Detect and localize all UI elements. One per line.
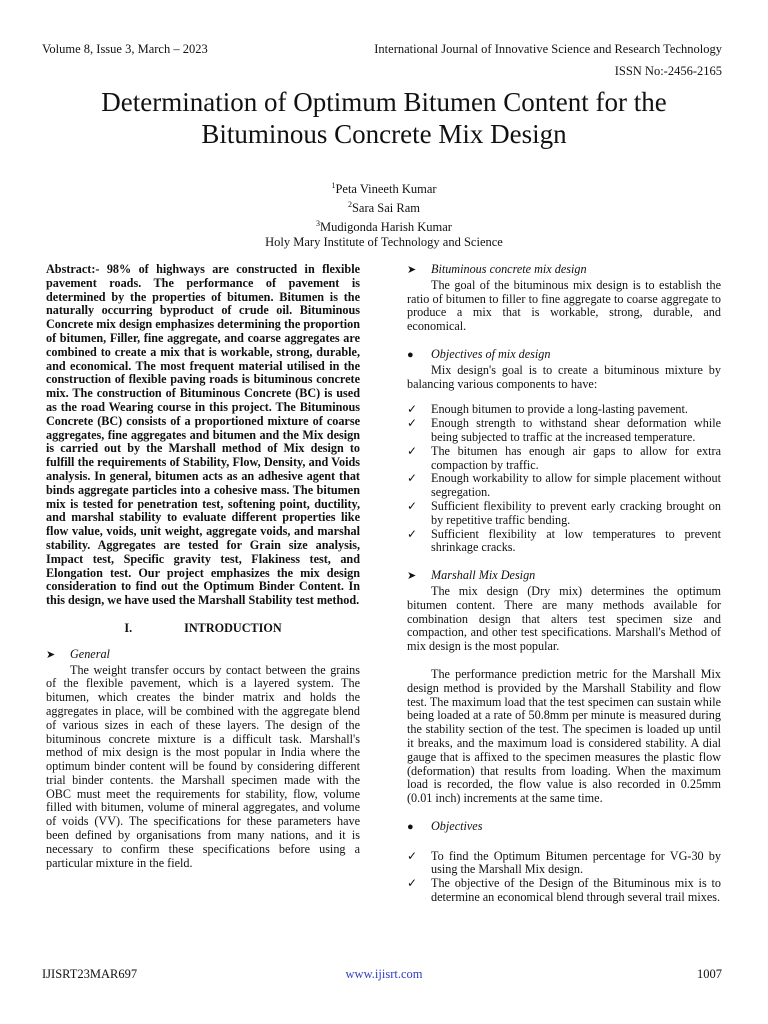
check-icon: ✓	[407, 498, 418, 513]
list-item	[407, 528, 721, 556]
affiliation: Holy Mary Institute of Technology and Science	[265, 235, 503, 250]
list-item	[407, 445, 721, 473]
subheading-objectives-of-mix-design	[407, 348, 721, 363]
marshall-paragraph-2: The performance prediction metric for the Marshall Mix design method is provided by the Marshall Stability and flow test. The maximum load that the test specimen can sustain while being loaded at a rate of 50.8mm per minute is measured during the stability section of the test. The specimen is loaded up until it breaks, and the maximum load is considered stability. A dial gauge that is affixed to the specimen measures the plastic flow (deformation) that results from loading. When the maximum load is recorded, the flow value is also recorded in 0.25mm (0.01 inch) increments at the same time.	[407, 666, 721, 806]
check-icon: ✓	[407, 443, 418, 458]
author-3	[0, 216, 768, 235]
list-item	[407, 850, 721, 878]
dot-bullet-icon: ●	[407, 348, 414, 361]
author-2-marker: 2	[347, 200, 352, 210]
list-item-text: To find the Optimum Bitumen percentage for VG-30 by using the Marshall Mix design.	[431, 848, 721, 877]
list-item	[407, 403, 721, 417]
check-icon: ✓	[407, 848, 418, 863]
list-item	[407, 472, 721, 500]
check-icon: ✓	[407, 876, 418, 891]
list-item-text: Enough workability to allow for simple placement without segregation.	[431, 471, 721, 500]
left-column	[46, 263, 360, 870]
list-item-text: Sufficient flexibility to prevent early cracking brought on by repetitive traffic bending.	[431, 498, 721, 527]
section-title: INTRODUCTION	[184, 620, 282, 635]
subheading-general	[46, 648, 360, 663]
bituminous-paragraph: The goal of the bituminous mix design is to establish the ratio of bitumen to filler to fine aggregate to coarse aggregate to produce a mix that is workable, strong, durable, and economical.	[407, 277, 721, 334]
right-column	[407, 263, 721, 905]
author-3-name: Mudigonda Harish Kumar	[320, 220, 452, 235]
subheading-bituminous-concrete	[407, 263, 721, 278]
arrow-bullet-icon: ➤	[46, 648, 56, 661]
journal-url-link[interactable]: www.ijisrt.com	[345, 967, 423, 981]
paper-title-line-2: Bituminous Concrete Mix Design	[201, 119, 567, 149]
arrow-bullet-icon: ➤	[407, 570, 417, 583]
objectives-paragraph: Mix design's goal is to create a bituminous mixture by balancing various components to have:	[407, 362, 721, 391]
subheading-marshall-mix-design	[407, 569, 721, 584]
subheading-objectives	[407, 820, 721, 835]
subheading-label: Marshall Mix Design	[431, 568, 536, 583]
section-heading-introduction	[46, 622, 360, 636]
check-icon: ✓	[407, 416, 418, 431]
journal-name: International Journal of Innovative Science and Research Technology	[374, 42, 722, 56]
list-item-text: The bitumen has enough air gaps to allow for extra compaction by traffic.	[431, 443, 721, 472]
list-item-text: Sufficient flexibility at low temperatures to prevent shrinkage cracks.	[431, 526, 721, 555]
author-1-name: Peta Vineeth Kumar	[335, 182, 437, 197]
marshall-paragraph-1: The mix design (Dry mix) determines the optimum bitumen content. There are many methods available for combination design that alters test specimen size and compaction, and other test specifications. Marshall's Method of mix design is the most popular.	[407, 583, 721, 654]
list-item	[407, 500, 721, 528]
author-1	[0, 178, 768, 197]
author-3-marker: 3	[316, 219, 321, 229]
list-item	[407, 417, 721, 445]
list-item	[407, 877, 721, 905]
check-icon: ✓	[407, 526, 418, 541]
subheading-label: General	[70, 646, 110, 661]
abstract: Abstract:- 98% of highways are constructed in flexible pavement roads. The performance of pavement is determined by the properties of bitumen. Bitumen is the naturally occurring byproduct of crude oil. Bituminous Concrete mix design emphasizes determining the proportion of bitumen, Filler, fine aggregate, and coarse aggregates are combined to create a mix that is workable, strong, durable, and economical. The most frequent material utilised in the construction of flexible paving roads is bituminous concrete mix. The construction of Bituminous Concrete (BC) is used as the road Wearing course in this project. The Bituminous Concrete (BC) consists of a proportioned mixture of coarse aggregates, fine aggregates and bitumen and the Mix design is carried out by the Marshall method of Mix design to fulfill the requirements of Stability, Flow, Density, and Voids analysis. In general, bitumen acts as an adhesive agent that binds aggregate particles into a cohesive mass. The bitumen mix is tested for penetration test, softening point, ductility, and marshal stability to evaluate different properties like flow value, voids, unit weight, aggregate voids, and marshal stability. Aggregates are tested for Grain size analysis, Impact test, Specific gravity test, Flakiness test, and Elongation test. Our project emphasizes the mix design consideration to find out the Optimum Binder Content. In this design, we have used the Marshall Stability test method.	[46, 262, 360, 608]
objectives-checklist	[407, 850, 721, 905]
subheading-label: Objectives of mix design	[431, 346, 551, 361]
general-paragraph: The weight transfer occurs by contact between the grains of the flexible pavement, which is a layered system. The bitumen, which creates the binder matrix and holds the aggregates in place, will be combined with the aggregate blend of various sizes in each of these layers. The design of the bituminous concrete mixture is a difficult task. Marshall's method of mix design is the most popular in India where the optimum binder content will be found by considering different trial binder contents. the Marshall specimen made with the OBC must meet the requirements for stability, flow, volume filled with bitumen, volume of mineral aggregates, and volume of voids (VV). The specifications for these parameters have been defined by organisations from many nations, and it is necessary to confirm these specifications before using a particular mixture in the field.	[46, 662, 360, 870]
arrow-bullet-icon: ➤	[407, 264, 417, 276]
page-number: 1007	[697, 967, 722, 981]
check-icon: ✓	[407, 471, 418, 486]
journal-volume: Volume 8, Issue 3, March – 2023	[42, 42, 208, 56]
paper-code: IJISRT23MAR697	[42, 967, 138, 981]
paper-title-line-1: Determination of Optimum Bitumen Content for the	[101, 87, 667, 117]
list-item-text: The objective of the Design of the Bituminous mix is to determine an economical blend through several trail mixes.	[431, 876, 721, 905]
journal-issn: ISSN No:-2456-2165	[614, 64, 722, 78]
author-2-name: Sara Sai Ram	[351, 201, 421, 216]
subheading-label: Objectives	[431, 818, 483, 833]
subheading-label: Bituminous concrete mix design	[431, 262, 587, 276]
paper-title	[30, 86, 738, 150]
author-1-marker: 1	[331, 181, 336, 190]
section-number: I.	[124, 620, 133, 635]
author-2	[0, 197, 768, 216]
mix-design-checklist	[407, 403, 721, 555]
list-item-text: Enough strength to withstand shear deformation while being subjected to traffic at the increased temperature.	[431, 416, 721, 444]
author-block	[0, 178, 768, 250]
list-item-text: Enough bitumen to provide a long-lasting pavement.	[431, 402, 688, 417]
dot-bullet-icon: ●	[407, 820, 414, 833]
check-icon: ✓	[407, 402, 418, 417]
